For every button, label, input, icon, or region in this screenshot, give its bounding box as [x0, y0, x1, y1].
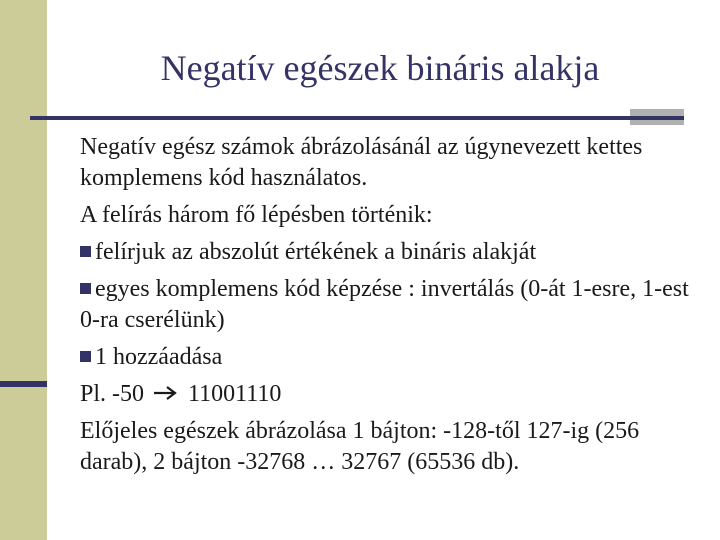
example-prefix: Pl. -50 — [80, 381, 145, 407]
bullet-text: 1 hozzáadása — [95, 344, 223, 370]
arrow-right-icon — [152, 385, 180, 401]
list-item — [80, 274, 695, 336]
square-bullet-icon — [80, 283, 91, 294]
bullet-text: felírjuk az abszolút értékének a bináris alakját — [95, 239, 537, 265]
left-sidebar-accent — [0, 381, 47, 387]
paragraph-steps: A felírás három fő lépésben történik: — [80, 202, 433, 228]
list-item — [80, 342, 695, 373]
list-item — [80, 237, 695, 268]
example-line — [80, 379, 695, 410]
title-rule — [30, 116, 684, 120]
paragraph-intro: Negatív egész számok ábrázolásánál az úgynevezett kettes komplemens kód használatos. — [80, 134, 643, 191]
square-bullet-icon — [80, 246, 91, 257]
bullet-text: egyes komplemens kód képzése : invertálás (0-át 1-esre, 1-est 0-ra cserélünk) — [80, 276, 689, 333]
title-rule-accent-bottom — [630, 120, 684, 125]
example-result: 11001110 — [188, 381, 282, 407]
slide-content — [80, 132, 695, 484]
paragraph-range: Előjeles egészek ábrázolása 1 bájton: -128-től 127-ig (256 darab), 2 bájton -32768 … 32767 (65536 db). — [80, 418, 640, 475]
square-bullet-icon — [80, 351, 91, 362]
slide-title: Negatív egészek bináris alakja — [160, 48, 600, 88]
left-sidebar-bar — [0, 0, 47, 540]
